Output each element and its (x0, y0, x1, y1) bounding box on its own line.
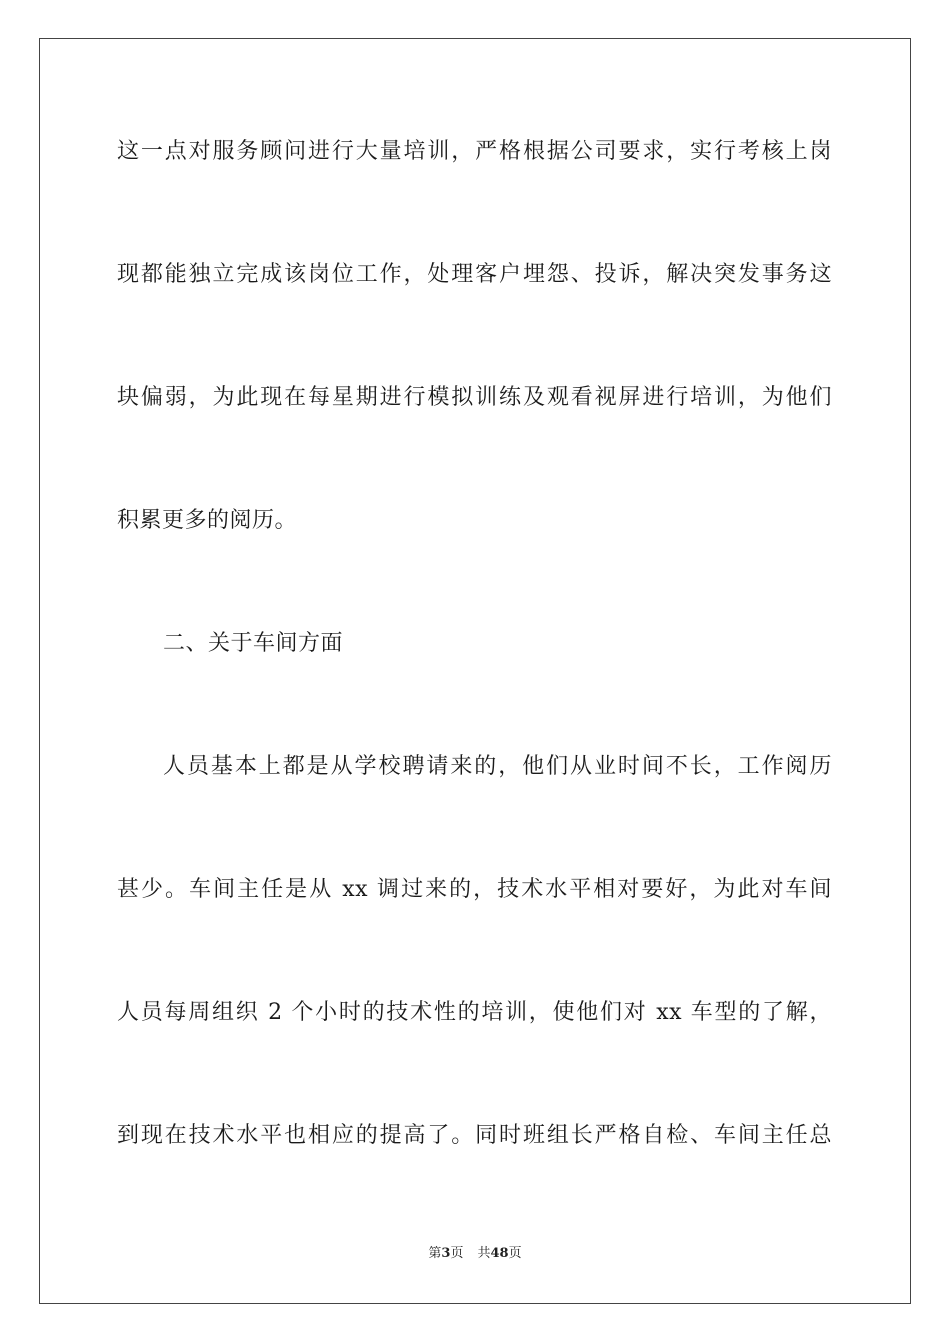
page-number: 3 (441, 1246, 451, 1261)
page-prefix: 第 (428, 1246, 442, 1261)
total-prefix: 共 (477, 1246, 491, 1261)
total-suffix: 页 (508, 1246, 522, 1261)
page-footer (0, 1245, 950, 1263)
total-pages: 48 (490, 1246, 509, 1261)
text-line-2: 现都能独立完成该岗位工作，处理客户埋怨、投诉，解决突发事务这 (117, 262, 832, 287)
text-line-3: 块偏弱，为此现在每星期进行模拟训练及观看视屏进行培训，为他们 (117, 385, 832, 410)
text-line-9: 到现在技术水平也相应的提高了。同时班组长严格自检、车间主任总 (117, 1123, 832, 1148)
text-line-8: 人员每周组织 2 个小时的技术性的培训，使他们对 xx 车型的了解， (117, 1000, 832, 1025)
section-heading: 二、关于车间方面 (163, 631, 344, 656)
text-line-7: 甚少。车间主任是从 xx 调过来的，技术水平相对要好，为此对车间 (117, 877, 832, 902)
text-line-1: 这一点对服务顾问进行大量培训，严格根据公司要求，实行考核上岗 (117, 139, 832, 164)
page-suffix: 页 (450, 1246, 464, 1261)
text-line-4: 积累更多的阅历。 (117, 508, 298, 533)
page-border (39, 38, 911, 1304)
text-line-6: 人员基本上都是从学校聘请来的，他们从业时间不长，工作阅历 (163, 754, 832, 779)
